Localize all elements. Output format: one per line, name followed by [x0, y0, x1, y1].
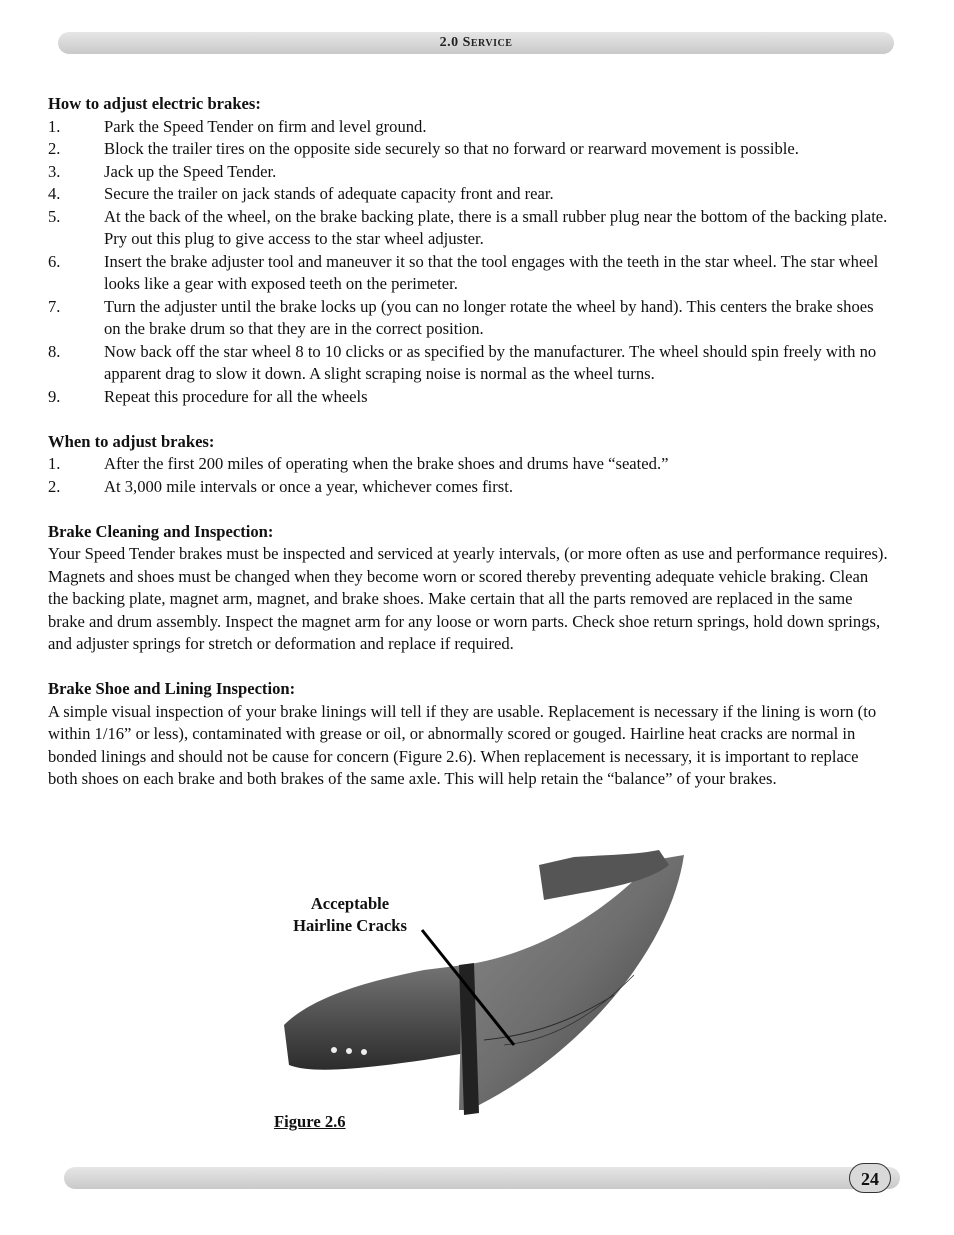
item-text: Insert the brake adjuster tool and maneuver it so that the tool engages with the teeth in the star wheel. The star wheel looks like a gear with exposed teeth on the perimeter.	[104, 251, 879, 293]
section-adjust-electric	[48, 93, 890, 408]
header-bar	[58, 32, 894, 54]
page-content	[48, 93, 890, 813]
list-item	[48, 161, 890, 184]
item-text: Repeat this procedure for all the wheels	[104, 386, 368, 406]
item-number: 1.	[48, 454, 61, 473]
item-number: 4.	[48, 184, 61, 203]
section-body: Your Speed Tender brakes must be inspected and serviced at yearly intervals, (or more often as use and performance requires). Magnets and shoes must be changed when they become worn or scored thereby preventing adequate vehicle braking. Clean the backing plate, magnet arm, magnet, and brake shoes. Make certain that all the parts removed are replaced in the same brake and drum assembly. Inspect the magnet arm for any loose or worn parts. Check shoe return springs, hold down springs, and adjuster springs for stretch or deformation and replace if required.	[48, 544, 888, 653]
list-item	[48, 183, 890, 206]
list-item	[48, 341, 890, 386]
callout-line-2: Hairline Cracks	[293, 916, 407, 935]
item-number: 6.	[48, 251, 61, 271]
section-title: Brake Shoe and Lining Inspection:	[48, 679, 296, 698]
list-item	[48, 138, 890, 161]
item-text: Block the trailer tires on the opposite side securely so that no forward or rearward movement is possible.	[104, 139, 799, 158]
header-title: 2.0 Service	[439, 35, 513, 50]
item-text: After the first 200 miles of operating when the brake shoes and drums have “seated.”	[104, 454, 669, 473]
section-lining	[48, 678, 890, 791]
list-item	[48, 116, 890, 139]
item-text: Park the Speed Tender on firm and level ground.	[104, 116, 427, 136]
item-text: Jack up the Speed Tender.	[104, 161, 277, 181]
item-number: 2.	[48, 476, 61, 496]
steps-list	[48, 453, 890, 498]
item-text: Now back off the star wheel 8 to 10 clicks or as specified by the manufacturer. The wheel should spin freely with no apparent drag to slow it down. A slight scraping noise is normal as the wheel turns.	[104, 341, 877, 383]
figure-callout-label	[275, 893, 425, 937]
list-item	[48, 296, 890, 341]
footer-bar	[64, 1167, 900, 1189]
item-number: 1.	[48, 116, 61, 136]
item-number: 7.	[48, 296, 61, 316]
section-title: When to adjust brakes:	[48, 431, 215, 451]
item-text: At 3,000 mile intervals or once a year, whichever comes first.	[104, 476, 513, 496]
steps-list	[48, 116, 890, 409]
figure-caption: Figure 2.6	[274, 1112, 346, 1131]
section-when-adjust	[48, 431, 890, 499]
section-title: Brake Cleaning and Inspection:	[48, 521, 274, 541]
item-number: 5.	[48, 206, 61, 226]
section-title: How to adjust electric brakes:	[48, 94, 261, 113]
list-item	[48, 206, 890, 251]
list-item	[48, 476, 890, 499]
list-item	[48, 386, 890, 409]
item-text: Turn the adjuster until the brake locks up (you can no longer rotate the wheel by hand). This centers the brake shoes on the brake drum so that they are in the correct position.	[104, 296, 874, 338]
section-cleaning	[48, 521, 890, 656]
item-number: 3.	[48, 161, 61, 181]
item-text: Secure the trailer on jack stands of adequate capacity front and rear.	[104, 184, 554, 203]
list-item	[48, 453, 890, 476]
brake-shoe-image	[274, 845, 714, 1135]
item-number: 8.	[48, 341, 61, 361]
page-number: 24	[849, 1163, 891, 1193]
item-number: 9.	[48, 386, 61, 406]
item-number: 2.	[48, 139, 61, 158]
section-body: A simple visual inspection of your brake linings will tell if they are usable. Replacement is necessary if the lining is worn (to within 1/16” or less), contaminated with grease or oil, or abnormally scored or gouged. Hairline heat cracks are normal in bonded linings and should not be cause for concern (Figure 2.6). When replacement is necessary, it is important to replace both shoes on each brake and both brakes of the same axle. This will help retain the “balance” of your brakes.	[48, 701, 877, 788]
callout-line-1: Acceptable	[310, 894, 390, 913]
item-text: At the back of the wheel, on the brake backing plate, there is a small rubber plug near the bottom of the backing plate. Pry out this plug to give access to the star wheel adjuster.	[104, 206, 888, 248]
list-item	[48, 251, 890, 296]
